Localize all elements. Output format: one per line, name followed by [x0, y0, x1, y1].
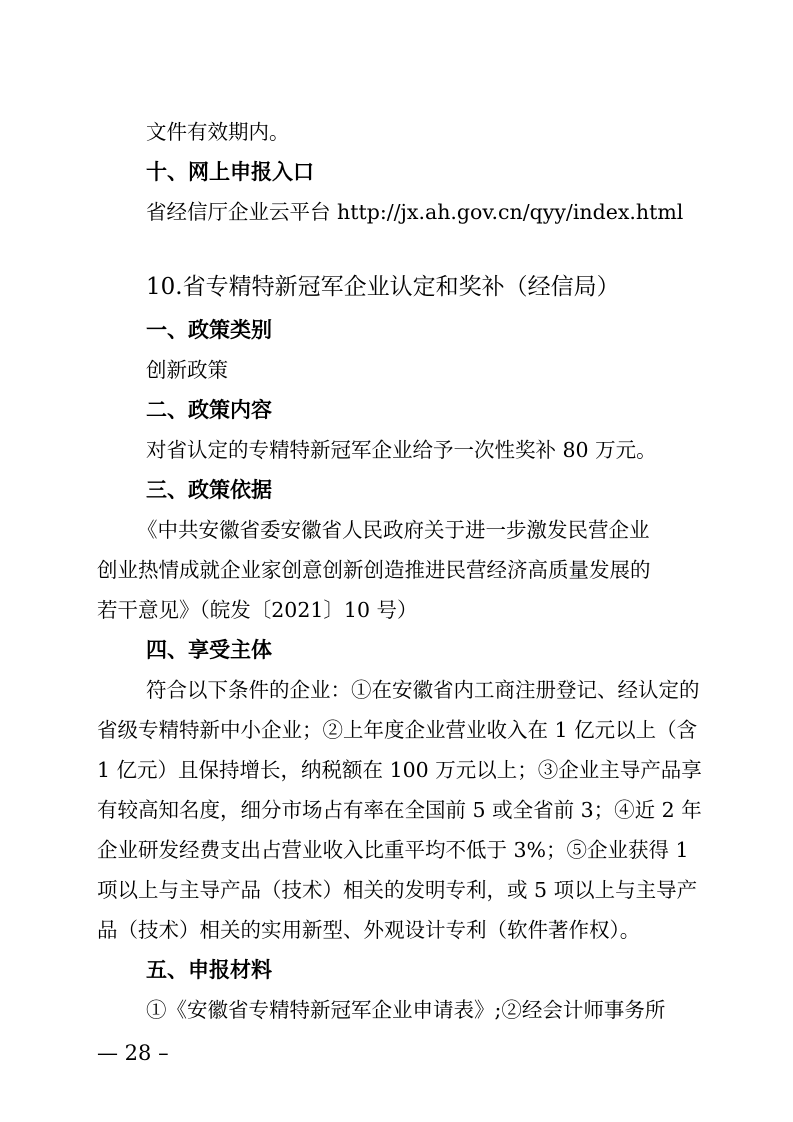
section-heading-online-entry: 十、网上申报入口: [146, 160, 314, 184]
policy-basis-line: 《中共安徽省委安徽省人民政府关于进一步激发民营企业: [137, 518, 650, 542]
section-heading-policy-basis: 三、政策依据: [146, 478, 272, 502]
eligibility-line: 1 亿元）且保持增长，纳税额在 100 万元以上；③企业主导产品享: [97, 758, 702, 782]
eligibility-line: 品（技术）相关的实用新型、外观设计专利（软件著作权）。: [97, 918, 641, 942]
eligibility-line: 项以上与主导产品（技术）相关的发明专利，或 5 项以上与主导产: [97, 878, 698, 902]
section-heading-application-materials: 五、申报材料: [146, 958, 272, 982]
policy-basis-line: 创业热情成就企业家创意创新创造推进民营经济高质量发展的: [97, 558, 651, 582]
application-materials-line: ①《安徽省专精特新冠军企业申请表》;②经会计师事务所: [146, 998, 666, 1022]
policy-title: 10.省专精特新冠军企业认定和奖补（经信局）: [146, 274, 620, 300]
policy-basis-line: 若干意见》（皖发〔2021〕10 号）: [97, 598, 418, 622]
section-heading-policy-category: 一、政策类别: [146, 318, 272, 342]
online-entry-url-text: 省经信厅企业云平台 http://jx.ah.gov.cn/qyy/index.html: [146, 200, 684, 224]
eligibility-line: 企业研发经费支出占营业收入比重平均不低于 3%；⑤企业获得 1: [97, 838, 689, 862]
eligibility-line: 有较高知名度，细分市场占有率在全国前 5 或全省前 3；④近 2 年: [97, 798, 702, 822]
section-heading-eligible-entity: 四、享受主体: [146, 638, 272, 662]
policy-content-text: 对省认定的专精特新冠军企业给予一次性奖补 80 万元。: [146, 438, 657, 462]
section-heading-policy-content: 二、政策内容: [146, 398, 272, 422]
page-number: — 28 –: [97, 1041, 169, 1065]
eligibility-line: 符合以下条件的企业：①在安徽省内工商注册登记、经认定的: [146, 678, 700, 702]
eligibility-line: 省级专精特新中小企业；②上年度企业营业收入在 1 亿元以上（含: [97, 718, 698, 742]
policy-category-text: 创新政策: [146, 358, 228, 382]
previous-section-end-text: 文件有效期内。: [146, 120, 290, 144]
